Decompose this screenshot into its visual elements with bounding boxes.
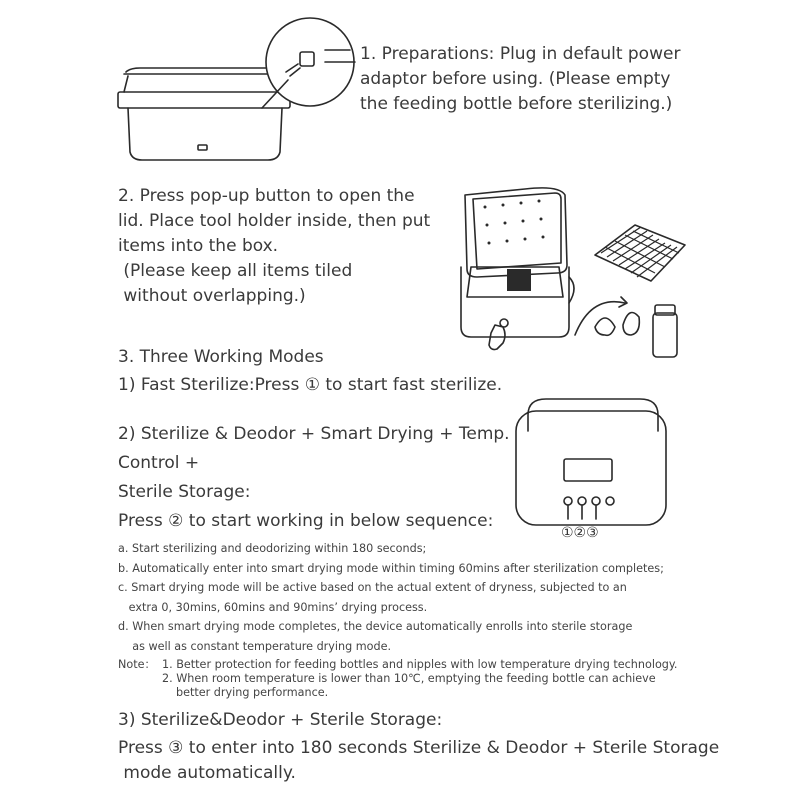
mode3-line: mode automatically. bbox=[118, 763, 296, 783]
mode2-text bbox=[118, 420, 510, 536]
step1-line: 1. Preparations: Plug in default power bbox=[360, 44, 681, 64]
rack-grid bbox=[595, 225, 685, 281]
control-buttons bbox=[564, 497, 614, 505]
sequence-list bbox=[118, 539, 664, 656]
note-line: better drying performance. bbox=[176, 686, 329, 699]
step1-line: the feeding bottle before sterilizing.) bbox=[360, 94, 673, 114]
mode1-text: 1) Fast Sterilize:Press ① to start fast sterilize. bbox=[118, 375, 503, 395]
step2-line: 2. Press pop-up button to open the bbox=[118, 186, 415, 206]
mode3-line: Press ③ to enter into 180 seconds Sterilize & Deodor + Sterile Storage bbox=[118, 738, 720, 758]
step2-line: without overlapping.) bbox=[118, 286, 306, 306]
panel-button-labels: ①②③ bbox=[561, 525, 599, 541]
sequence-item: a. Start sterilizing and deodorizing within 180 seconds; bbox=[118, 542, 427, 555]
control-panel-illustration bbox=[512, 395, 672, 545]
sequence-item: as well as constant temperature drying mode. bbox=[118, 639, 392, 653]
note-label: Note： bbox=[118, 658, 156, 671]
sterilizer-open-illustration bbox=[455, 185, 695, 360]
step2-text bbox=[118, 184, 430, 309]
mode3-heading: 3) Sterilize&Deodor + Sterile Storage: bbox=[118, 710, 443, 730]
mode2-line: Press ② to start working in below sequence: bbox=[118, 511, 494, 531]
step3-heading: 3. Three Working Modes bbox=[118, 347, 324, 367]
step1-text bbox=[360, 42, 680, 117]
step2-line: (Please keep all items tiled bbox=[118, 261, 353, 281]
sequence-item: b. Automatically enter into smart drying mode within timing 60mins after sterilization completes; bbox=[118, 561, 664, 575]
sequence-item: c. Smart drying mode will be active based on the actual extent of dryness, subjected to an bbox=[118, 581, 627, 594]
mode2-line: 2) Sterilize & Deodor + Smart Drying + Temp. bbox=[118, 424, 510, 444]
sequence-item: d. When smart drying mode completes, the device automatically enrolls into sterile storage bbox=[118, 620, 633, 633]
note-text bbox=[162, 658, 677, 700]
sequence-item: extra 0, 30mins, 60mins and 90mins’ drying process. bbox=[118, 600, 428, 614]
step2-line: items into the box. bbox=[118, 236, 279, 256]
curved-arrow-icon bbox=[575, 297, 627, 335]
note-line: 2. When room temperature is lower than 10℃, emptying the feeding bottle can achieve bbox=[162, 672, 656, 685]
mode2-line: Sterile Storage: bbox=[118, 482, 251, 502]
step1-line: adaptor before using. (Please empty bbox=[360, 69, 671, 89]
mode2-line: Control + bbox=[118, 453, 200, 473]
mode3-text bbox=[118, 736, 719, 786]
sterilizer-closed-illustration bbox=[110, 20, 370, 170]
note-line: 1. Better protection for feeding bottles and nipples with low temperature drying technology. bbox=[162, 658, 678, 671]
step2-line: lid. Place tool holder inside, then put bbox=[118, 211, 431, 231]
